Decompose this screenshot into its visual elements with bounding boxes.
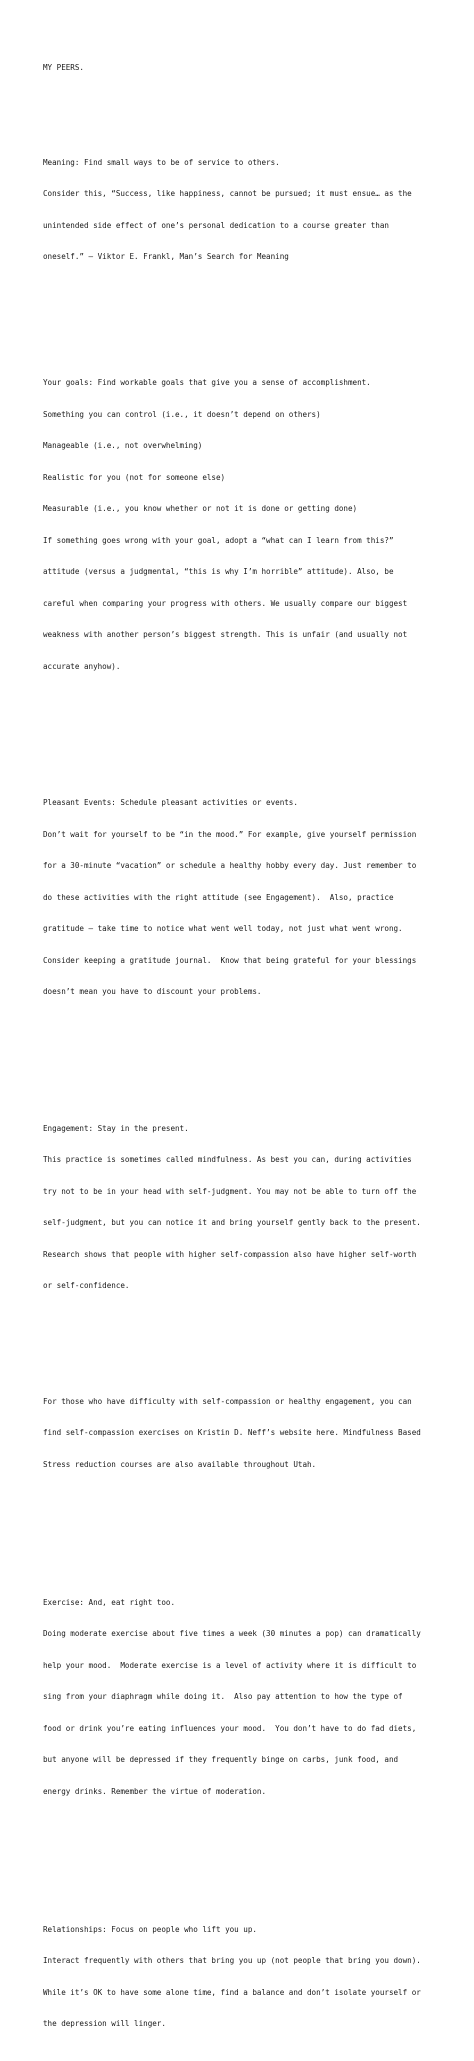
section-pleasant-events-heading: Pleasant Events: Schedule pleasant activities or events.: [43, 798, 298, 807]
section-exercise-line: food or drink you’re eating influences your mood. You don’t have to do fad diets,: [43, 1723, 417, 1733]
section-meaning-line: oneself.” – Viktor E. Frankl, Man’s Search for Meaning: [43, 252, 289, 261]
section-exercise-line: Doing moderate exercise about five times a week (30 minutes a pop) can dramatically: [43, 1629, 421, 1638]
section-relationships-line: the depression will linger.: [43, 2019, 166, 2028]
section-relationships: [43, 1904, 443, 2051]
section-goals-line: Realistic for you (not for someone else): [43, 472, 226, 482]
section-engagement-resources-line: For those who have difficulty with self-compassion or healthy engagement, you can: [43, 1396, 412, 1406]
section-goals-line: attitude (versus a judgmental, “this is why I’m horrible” attitude). Also, be: [43, 567, 394, 576]
section-exercise-line: energy drinks. Remember the virtue of moderation.: [43, 1786, 267, 1796]
section-relationships-heading: Relationships: Focus on people who lift you up.: [43, 1924, 257, 1934]
section-relationships-line: Interact frequently with others that bring you up (not people that bring you down).: [43, 1956, 421, 1965]
section-engagement-resources: [43, 1376, 443, 1492]
section-pleasant-events-line: Don’t wait for yourself to be “in the mood.” For example, give yourself permission: [43, 829, 417, 839]
section-goals-line: Measurable (i.e., you know whether or not it is done or getting done): [43, 504, 358, 513]
section-pleasant-events-line: for a 30-minute “vacation” or schedule a healthy hobby every day. Just remember to: [43, 861, 417, 870]
section-engagement-line: This practice is sometimes called mindfulness. As best you can, during activities: [43, 1155, 412, 1164]
section-goals-line: Something you can control (i.e., it doesn’t depend on others): [43, 409, 321, 419]
section-exercise-line: help your mood. Moderate exercise is a level of activity where it is difficult to: [43, 1660, 417, 1670]
document-page: [43, 42, 443, 2061]
section-engagement-line: Research shows that people with higher self-compassion also have higher self-worth: [43, 1249, 417, 1259]
section-pleasant-events-line: doesn’t mean you have to discount your problems.: [43, 987, 262, 996]
section-pleasant-events-line: do these activities with the right attitude (see Engagement). Also, practice: [43, 892, 394, 902]
section-meaning: [43, 137, 443, 284]
section-pleasant-events: [43, 777, 443, 1019]
section-exercise-line: sing from your diaphragm while doing it. Also pay attention to how the type of: [43, 1692, 403, 1701]
section-goals-line: accurate anyhow).: [43, 661, 121, 671]
section-relationships-line: While it’s OK to have some alone time, find a balance and don’t isolate yourself or: [43, 1987, 421, 1997]
section-goals-heading: Your goals: Find workable goals that give you a sense of accomplishment.: [43, 378, 371, 387]
section-goals: [43, 357, 443, 693]
section-goals-line: Manageable (i.e., not overwhelming): [43, 441, 203, 450]
page-title: MY PEERS.: [43, 63, 84, 72]
section-meaning-line: unintended side effect of one’s personal dedication to a course greater than: [43, 220, 389, 230]
section-engagement-line: self-judgment, but you can notice it and bring yourself gently back to the present.: [43, 1218, 421, 1227]
section-goals-line: careful when comparing your progress with others. We usually compare our biggest: [43, 598, 408, 608]
section-engagement-heading: Engagement: Stay in the present.: [43, 1123, 189, 1133]
section-exercise: [43, 1577, 443, 1819]
section-exercise-heading: Exercise: And, eat right too.: [43, 1597, 176, 1607]
section-engagement-line: or self-confidence.: [43, 1281, 130, 1290]
section-exercise-line: but anyone will be depressed if they frequently binge on carbs, junk food, and: [43, 1755, 399, 1764]
section-meaning-heading: Meaning: Find small ways to be of service to others.: [43, 157, 280, 167]
section-goals-line: If something goes wrong with your goal, adopt a “what can I learn from this?”: [43, 535, 394, 545]
section-meaning-line: Consider this, “Success, like happiness, cannot be pursued; it must ensue… as the: [43, 189, 412, 198]
section-engagement-resources-line: Stress reduction courses are also available throughout Utah.: [43, 1459, 317, 1469]
section-engagement-line: try not to be in your head with self-judgment. You may not be able to turn off the: [43, 1186, 417, 1196]
section-pleasant-events-line: Consider keeping a gratitude journal. Know that being grateful for your blessings: [43, 955, 417, 965]
section-engagement-resources-line: find self-compassion exercises on Kristin D. Neff’s website here. Mindfulness Based: [43, 1428, 421, 1437]
section-goals-line: weakness with another person’s biggest strength. This is unfair (and usually not: [43, 630, 408, 639]
section-engagement: [43, 1103, 443, 1313]
section-pleasant-events-line: gratitude – take time to notice what went well today, not just what went wrong.: [43, 924, 403, 933]
